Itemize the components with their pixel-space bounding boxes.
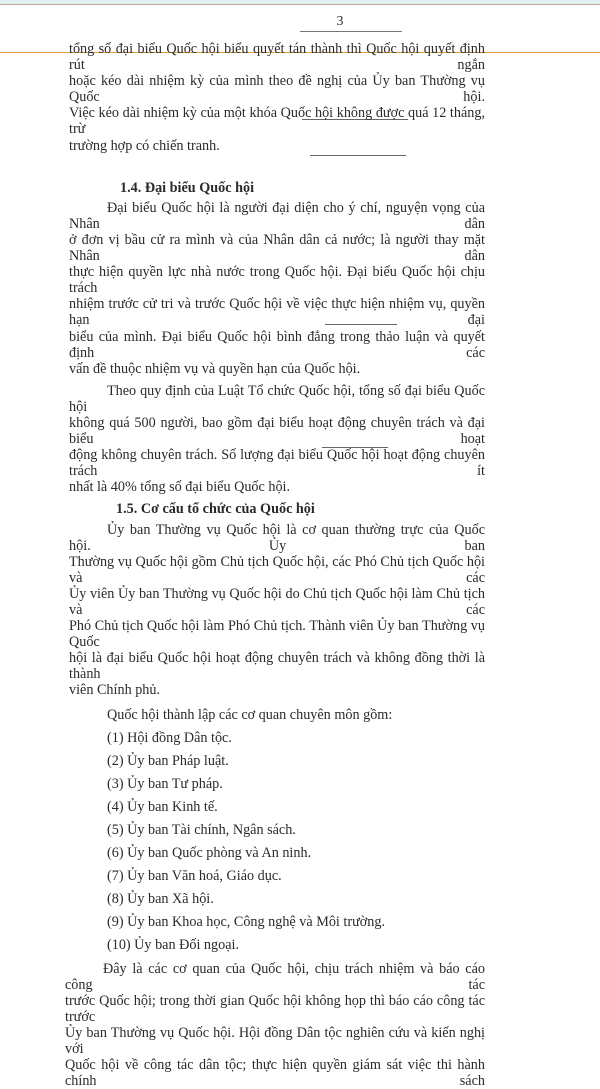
text-line: động không chuyên trách. Số lượng đại biểu Quốc hội hoạt động chuyên trách ít — [69, 447, 485, 480]
text-line: Việc kéo dài nhiệm kỳ của một khóa Quốc hội không được quá 12 tháng, trừ — [69, 105, 485, 138]
paragraph — [69, 522, 485, 699]
text-line: Đại biểu Quốc hội là người đại diện cho ý chí, nguyện vọng của Nhân dân — [69, 199, 485, 232]
text-line: hoặc kéo dài nhiệm kỳ của mình theo đề nghị của Ủy ban Thường vụ Quốc hội. — [69, 73, 485, 106]
text-line: nhất là 40% tổng số đại biểu Quốc hội. — [69, 479, 291, 496]
page-number-underline — [300, 31, 402, 32]
list-item: (9) Ủy ban Khoa học, Công nghệ và Môi trường. — [107, 913, 386, 930]
text-line: trường hợp có chiến tranh. — [69, 137, 220, 154]
text-line: Quốc hội về công tác dân tộc; thực hiện quyền giám sát việc thi hành chính sách — [65, 1057, 485, 1089]
text-line: Theo quy định của Luật Tổ chức Quốc hội, tổng số đại biểu Quốc hội — [69, 382, 485, 415]
text-line: biểu của mình. Đại biểu Quốc hội bình đẳng trong thảo luận và quyết định các — [69, 328, 485, 361]
text-line: ở đơn vị bầu cử ra mình và của Nhân dân cả nước; là người thay mặt Nhân dân — [69, 231, 485, 265]
paragraph — [69, 383, 485, 496]
list-item: (5) Ủy ban Tài chính, Ngân sách. — [107, 821, 296, 838]
section-heading-1-4: 1.4. Đại biểu Quốc hội — [120, 179, 255, 196]
list-item: (4) Ủy ban Kinh tế. — [107, 798, 218, 815]
text-line: thực hiện quyền lực nhà nước trong Quốc hội. Đại biểu Quốc hội chịu trách — [69, 264, 485, 297]
text-line: hội là đại biểu Quốc hội hoạt động chuyên trách và không đồng thời là thành — [69, 650, 485, 683]
text-line: nhiệm trước cử tri và trước Quốc hội về việc thực hiện nhiệm vụ, quyền hạn đại — [69, 296, 485, 329]
paragraph — [69, 200, 485, 377]
list-item: (7) Ủy ban Văn hoá, Giáo dục. — [107, 867, 282, 884]
text-line: không quá 500 người, bao gồm đại biểu hoạt động chuyên trách và đại biểu hoạt — [69, 414, 485, 448]
list-item: (6) Ủy ban Quốc phòng và An ninh. — [107, 844, 312, 861]
text-line: vấn đề thuộc nhiệm vụ và quyền hạn của Quốc hội. — [69, 360, 361, 377]
list-item: (2) Ủy ban Pháp luật. — [107, 752, 229, 769]
text-line: Thường vụ Quốc hội gồm Chủ tịch Quốc hội, các Phó Chủ tịch Quốc hội và các — [69, 553, 485, 586]
paragraph — [65, 961, 485, 1089]
list-item: (1) Hội đồng Dân tộc. — [107, 729, 232, 746]
intro-paragraph — [69, 41, 485, 154]
section-heading-1-5: 1.5. Cơ cấu tổ chức của Quốc hội — [116, 501, 315, 518]
text-line: Ủy ban Thường vụ Quốc hội. Hội đồng Dân tộc nghiên cứu và kiến nghị với — [65, 1024, 485, 1058]
text-line: Phó Chủ tịch Quốc hội làm Phó Chủ tịch. Thành viên Ủy ban Thường vụ Quốc — [69, 618, 485, 651]
text-line: viên Chính phủ. — [69, 682, 161, 699]
bodies-list — [69, 707, 485, 953]
text-line: Ủy viên Ủy ban Thường vụ Quốc hội do Chủ tịch Quốc hội làm Chủ tịch và các — [69, 585, 485, 618]
text-line: Đây là các cơ quan của Quốc hội, chịu trách nhiệm và báo cáo công tác — [65, 960, 485, 993]
list-item: (10) Ủy ban Đối ngoại. — [107, 936, 239, 953]
document-body — [65, 41, 485, 1089]
list-item: (3) Ủy ban Tư pháp. — [107, 775, 223, 792]
list-intro: Quốc hội thành lập các cơ quan chuyên môn gồm: — [107, 706, 393, 723]
scan-top-rule — [0, 4, 600, 5]
text-line: trước Quốc hội; trong thời gian Quốc hội không họp thì báo cáo công tác trước — [65, 992, 485, 1025]
text-line: Ủy ban Thường vụ Quốc hội là cơ quan thường trực của Quốc hội. Ủy ban — [69, 521, 485, 554]
page-number: 3 — [336, 14, 344, 29]
text-line: tổng số đại biểu Quốc hội biểu quyết tán thành thì Quốc hội quyết định rút ngắn — [69, 41, 485, 74]
list-item: (8) Ủy ban Xã hội. — [107, 890, 214, 907]
